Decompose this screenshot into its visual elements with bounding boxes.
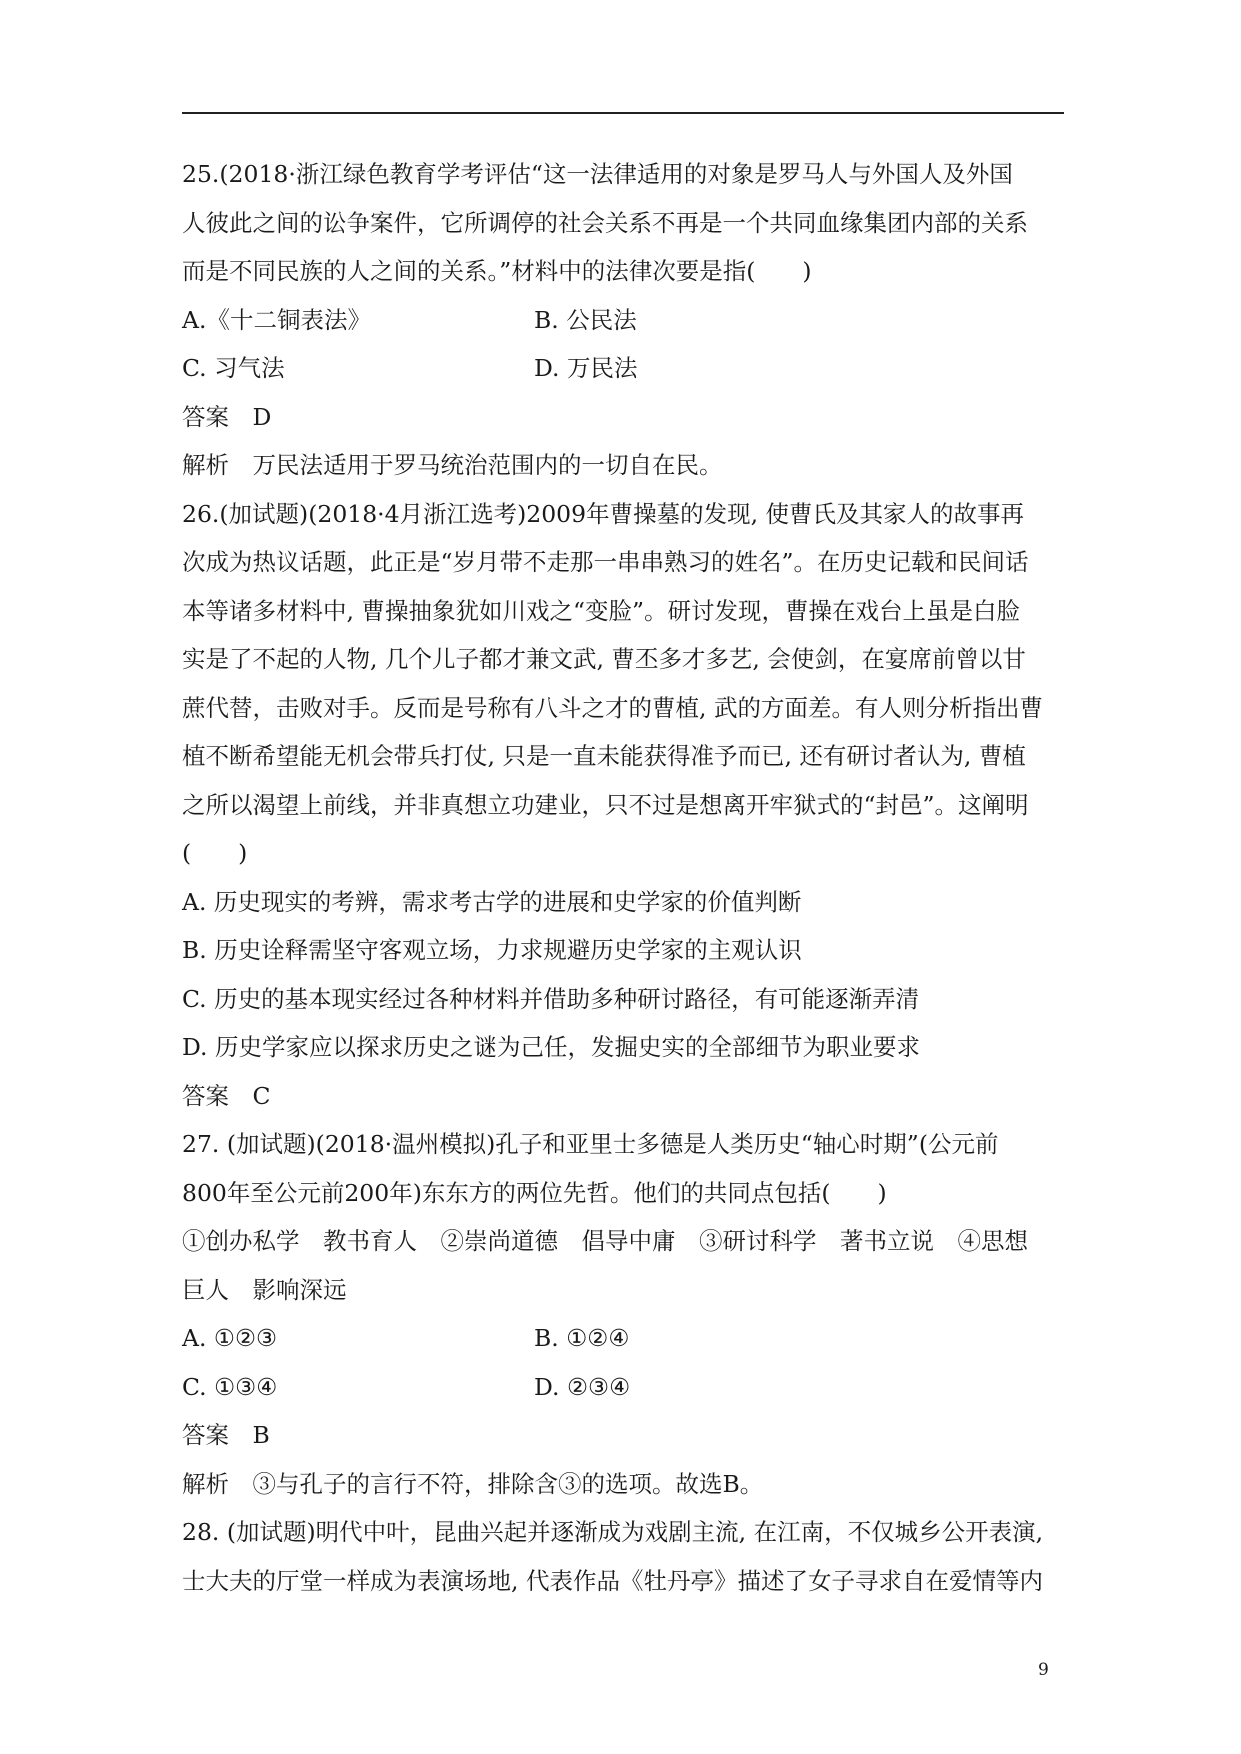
question-stem-line: 人彼此之间的讼争案件，它所调停的社会关系不再是一个共同血缘集团内部的关系 bbox=[182, 208, 1028, 237]
question-27 bbox=[182, 1120, 1082, 1508]
option-d: D. 万民法 bbox=[534, 354, 638, 382]
question-stem-line: 之所以渴望上前线，并非真想立功建业，只不过是想离开牢狱式的“封邑”。这阐明 bbox=[182, 790, 1029, 819]
question-stem-line: 士大夫的厅堂一样成为表演场地, 代表作品《牡丹亭》描述了女子寻求自在爱情等内 bbox=[182, 1566, 1043, 1595]
question-28 bbox=[182, 1508, 1082, 1605]
option-b: B. ①②④ bbox=[534, 1324, 630, 1352]
analysis-line: 解析 ③与孔子的言行不符，排除含③的选项。故选B。 bbox=[182, 1469, 764, 1498]
question-stem-line: 800年至公元前200年)东东方的两位先哲。他们的共同点包括( ) bbox=[182, 1178, 887, 1207]
option-a: A. 历史现实的考辨，需求考古学的进展和史学家的价值判断 bbox=[182, 887, 802, 916]
answer-line: 答案 B bbox=[182, 1421, 270, 1449]
question-stem-line: 次成为热议话题，此正是“岁月带不走那一串串熟习的姓名”。在历史记载和民间话 bbox=[182, 548, 1029, 576]
header-rule bbox=[182, 112, 1064, 114]
option-row bbox=[182, 1314, 1082, 1363]
page-number: 9 bbox=[1038, 1660, 1049, 1680]
option-c: C. 历史的基本现实经过各种材料并借助多种研讨路径，有可能逐渐弄清 bbox=[182, 984, 920, 1013]
option-c: C. 习气法 bbox=[182, 354, 285, 382]
option-c: C. ①③④ bbox=[182, 1372, 278, 1401]
option-b: B. 历史诠释需坚守客观立场，力求规避历史学家的主观认识 bbox=[182, 936, 802, 964]
question-stem-line: 而是不同民族的人之间的关系。”材料中的法律次要是指( ) bbox=[182, 257, 812, 285]
option-a: A. ①②③ bbox=[182, 1324, 278, 1352]
question-stem-line: 蔗代替，击败对手。反而是号称有八斗之才的曹植, 武的方面差。有人则分析指出曹 bbox=[182, 693, 1043, 722]
answer-line: 答案 D bbox=[182, 402, 272, 431]
question-stem-line: 植不断希望能无机会带兵打仗, 只是一直未能获得准予而已, 还有研讨者认为, 曹植 bbox=[182, 742, 1026, 770]
answer-line: 答案 C bbox=[182, 1081, 271, 1110]
question-stem-line: ①创办私学 教书育人 ②崇尚道德 倡导中庸 ③研讨科学 著书立说 ④思想 bbox=[182, 1227, 1028, 1255]
question-stem-line: 27. (加试题)(2018·温州模拟)孔子和亚里士多德是人类历史“轴心时期”(公元前 bbox=[182, 1130, 999, 1158]
option-row bbox=[182, 1363, 1082, 1412]
question-26 bbox=[182, 490, 1082, 1121]
question-stem-line: 实是了不起的人物, 几个儿子都才兼文武, 曹丕多才多艺, 会使剑，在宴席前曾以甘 bbox=[182, 645, 1026, 673]
option-d: D. 历史学家应以探求历史之谜为己任，发掘史实的全部细节为职业要求 bbox=[182, 1033, 920, 1061]
option-row bbox=[182, 296, 1082, 345]
option-b: B. 公民法 bbox=[534, 305, 637, 334]
question-stem-line: 本等诸多材料中, 曹操抽象犹如川戏之“变脸”。研讨发现，曹操在戏台上虽是白脸 bbox=[182, 596, 1020, 625]
option-row bbox=[182, 344, 1082, 393]
option-a: A.《十二铜表法》 bbox=[182, 305, 371, 334]
question-25 bbox=[182, 150, 1082, 490]
question-stem-line: 巨人 影响深远 bbox=[182, 1275, 347, 1304]
question-stem-line: 26.(加试题)(2018·4月浙江选考)2009年曹操墓的发现, 使曹氏及其家人的故事再 bbox=[182, 499, 1025, 528]
analysis-line: 解析 万民法适用于罗马统治范围内的一切自在民。 bbox=[182, 451, 723, 479]
page-content bbox=[182, 150, 1082, 1605]
option-d: D. ②③④ bbox=[534, 1372, 631, 1401]
question-stem-line: ( ) bbox=[182, 839, 248, 867]
question-stem-line: 25.(2018·浙江绿色教育学考评估“这一法律适用的对象是罗马人与外国人及外国 bbox=[182, 160, 1013, 188]
question-stem-line: 28. (加试题)明代中叶，昆曲兴起并逐渐成为戏剧主流, 在江南，不仅城乡公开表演, bbox=[182, 1518, 1044, 1546]
